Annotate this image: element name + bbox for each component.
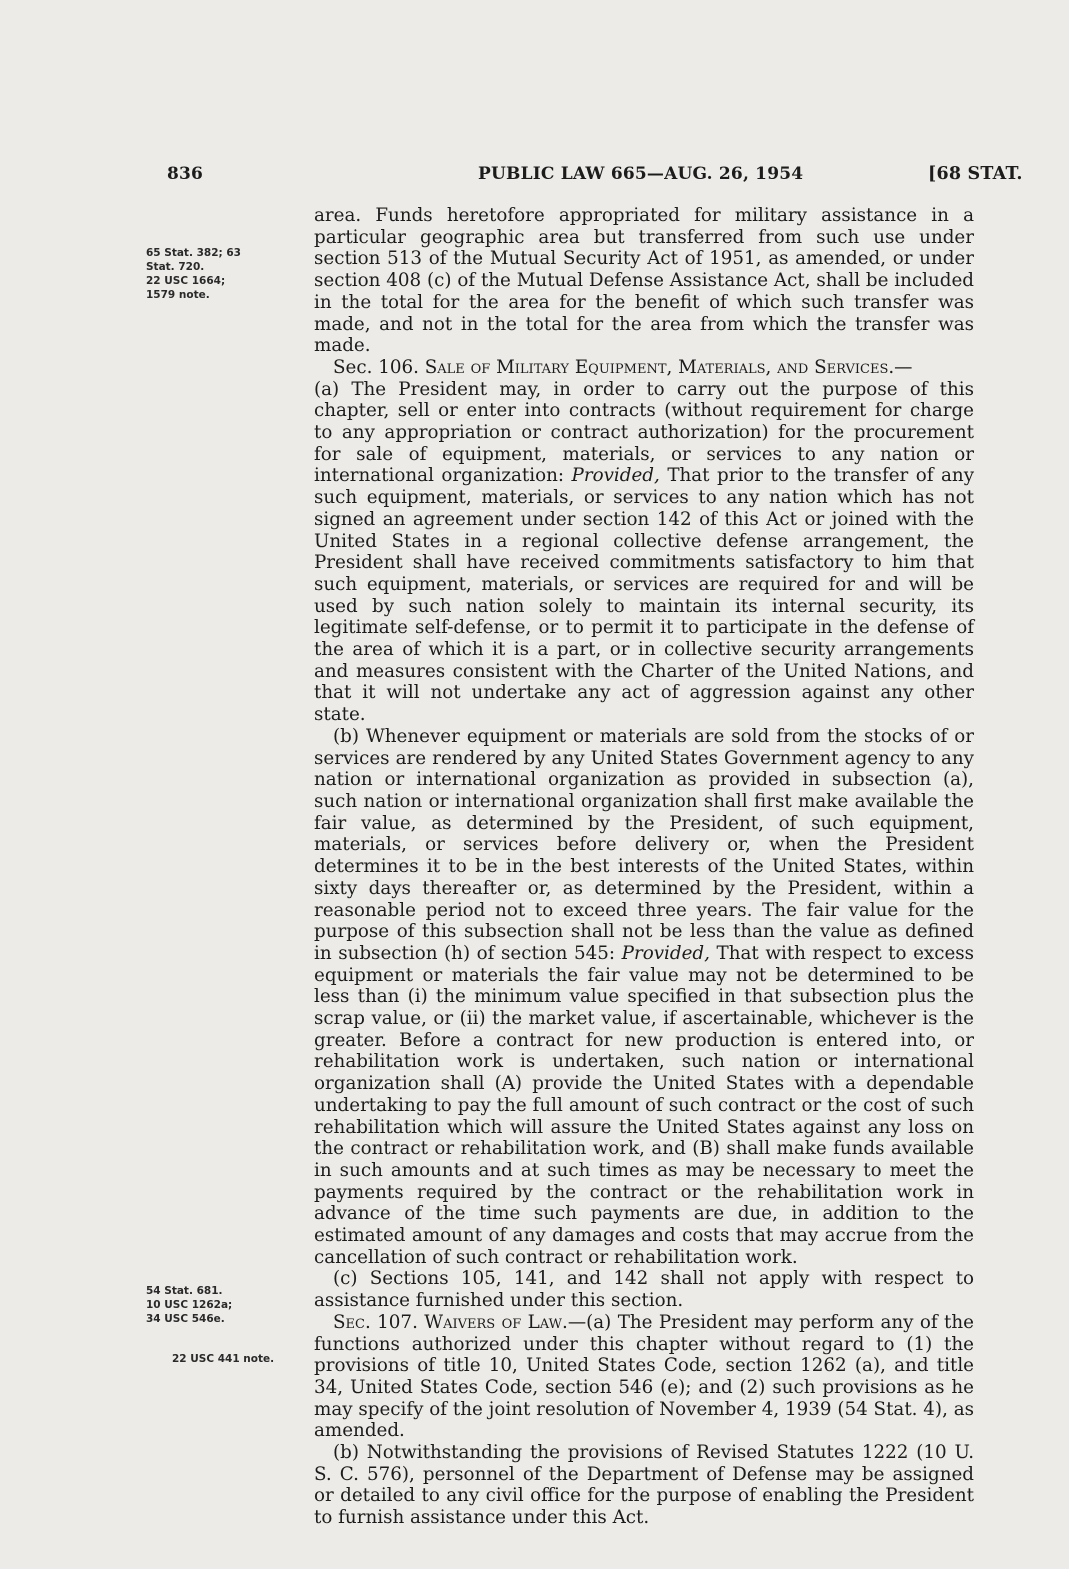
margin-citation-1 <box>146 246 241 302</box>
section-106-subsection-b: (b) Whenever equipment or materials are sold from the stocks of or services are rendered by any United States Government agency to any nation or international organization as provided in subsection (a), such nation or international organization shall first make available the fair value, as determined by the President, of such equipment, materials, or services before delivery or, when the President determines it to be in the best interests of the United States, within sixty days thereafter or, as determined by the President, within a reasonable period not to exceed three years. The fair value for the purpose of this subsection shall not be less than the value as defined in subsection (h) of section 545: Provided, That with respect to excess equipment or materials the fair value may not be determined to be less than (i) the minimum value specified in that subsection plus the scrap value, or (ii) the market value, if ascertainable, whichever is the greater. Before a contract for new production is entered into, or rehabilitation work is undertaken, such nation or international organization shall (A) provide the United States with a dependable undertaking to pay the full amount of such contract or the cost of such rehabilitation which will assure the United States against any loss on the contract or rehabilitation work, and (B) shall make funds available in such amounts and at such times as may be necessary to meet the payments required by the contract or the rehabilitation work in advance of the time such payments are due, in addition to the estimated amount of any damages and costs that may accrue from the cancellation of such contract or rehabilitation work. <box>314 725 975 1268</box>
proviso-keyword: Provided, <box>621 942 710 964</box>
margin-line: 34 USC 546e. <box>146 1313 225 1325</box>
statute-reference: [68 STAT. <box>928 164 1023 184</box>
section-107-subsection-b: (b) Notwithstanding the provisions of Revised Statutes 1222 (10 U. S. C. 576), personnel of the Department of Defense may be assigned or detailed to any civil office for the purpose of enabling the President to furnish assistance under this Act. <box>314 1442 974 1529</box>
proviso-keyword: Provided, <box>571 465 660 487</box>
section-106-heading-paragraph <box>314 357 974 379</box>
body-text <box>314 205 974 1529</box>
section-107-number: Sec. 107. <box>333 1311 418 1333</box>
page-number: 836 <box>167 164 204 184</box>
margin-line: 10 USC 1262a; <box>146 1299 233 1311</box>
section-106-subsection-a: (a) The President may, in order to carry out the purpose of this chapter, sell or enter into contracts (without requirement for charge to any appropriation or contract authorization) for the procurement for sale of equipment, materials, or services to any nation or international organization: Provided, That prior to the transfer of any such equipment, materials, or services to any nation which has not signed an agreement under section 142 of this Act or joined with the United States in a regional collective defense arrangement, the President shall have received commitments satisfactory to him that such equipment, materials, or services are required for and will be used by such nation solely to maintain its internal security, its legitimate self-defense, or to permit it to participate in the defense of the area of which it is a part, or in collective security arrangements and measures consistent with the Charter of the United Nations, and that it will not undertake any act of aggression against any other state. <box>314 378 975 726</box>
margin-line: Stat. 720. <box>146 261 205 273</box>
running-title: PUBLIC LAW 665—AUG. 26, 1954 <box>478 164 804 184</box>
margin-citation-2 <box>146 1284 232 1326</box>
section-107-title: Waivers of Law. <box>424 1311 568 1333</box>
section-106-subsection-c: (c) Sections 105, 141, and 142 shall not apply with respect to assistance furnished under this section. <box>314 1268 974 1312</box>
section-106-title: Sale of Military Equipment, Materials, and Services.— <box>424 356 913 378</box>
section-106-number: Sec. 106. <box>333 356 419 378</box>
section-107-subsection-a: Sec. 107. Waivers of Law.—(a) The President may perform any of the functions authorized under this chapter without regard to (1) the provisions of title 10, United States Code, section 1262 (a), and title 34, United States Code, section 546 (e); and (2) such provisions as he may specify of the joint resolution of November 4, 1939 (54 Stat. 4), as amended. <box>314 1311 974 1442</box>
margin-citation-3: 22 USC 441 note. <box>172 1353 275 1365</box>
paragraph-area-funds: area. Funds heretofore appropriated for military assistance in a particular geographic area but transferred from such use under section 513 of the Mutual Security Act of 1951, as amended, or under section 408 (c) of the Mutual Defense Assistance Act, shall be included in the total for the area for the benefit of which such transfer was made, and not in the total for the area from which the transfer was made. <box>314 205 974 357</box>
margin-line: 65 Stat. 382; 63 <box>146 247 241 259</box>
margin-line: 54 Stat. 681. <box>146 1285 223 1297</box>
margin-line: 1579 note. <box>146 289 210 301</box>
margin-line: 22 USC 1664; <box>146 275 226 287</box>
